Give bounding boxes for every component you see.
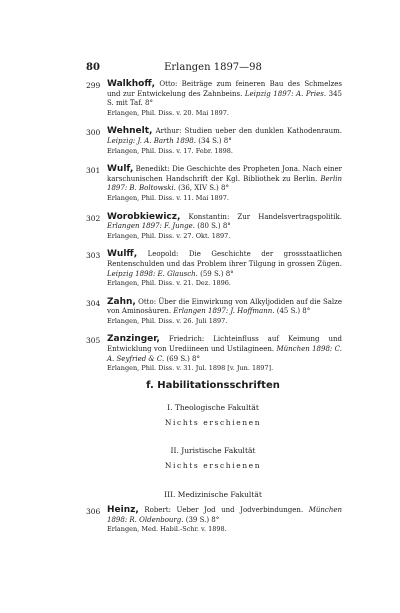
entry-pages: (59 S.) 8° [200,269,234,278]
entry-imprint: Erlangen 1897: F. Junge. [107,222,196,231]
faculty-heading-medicine: III. Medizinische Fakultät [164,490,262,499]
entry-imprint: Berlin 1897: B. Boltowski. [107,174,342,193]
dissertation-note: Erlangen, Phil. Diss. v. 21. Dez. 1896. [107,279,231,288]
author-name: Wehnelt, [107,126,153,137]
entry-imprint: Leipzig 1898: E. Glausch. [107,269,198,278]
entry-pages: (34 S.) 8° [198,136,232,145]
dissertation-note: Erlangen, Phil. Diss. v. 27. Okt. 1897. [107,231,231,240]
nothing-published-note: Nichts erschienen [164,461,262,470]
entry-number: 302 [86,213,101,223]
entry-title: Robert: Ueber Jod und Jodverbindungen. [144,506,304,514]
entry-number: 306 [86,507,101,516]
entry-number: 305 [86,336,101,346]
entry-imprint: Leipzig 1897: A. Pries. [244,89,327,98]
author-name: Zahn, [107,296,136,307]
entry-title: Konstantin: Zur Handelsvertragspolitik. [188,212,342,221]
habilitation-list [86,506,342,544]
entry-title: Otto: Über die Einwirkung von Alkyljodiden auf die Salze von Aminosäuren. [107,297,342,316]
dissertation-note: Erlangen, Phil. Diss. v. 26. Juli 1897. [107,316,228,325]
author-name: Wulf, [107,164,134,175]
entry-pages: (39 S.) 8° [185,515,220,524]
author-name: Heinz, [107,505,139,515]
entry-title: Otto: Beiträge zum feineren Bau des Schmelzes und zur Entwickelung des Zahnbeins. [107,80,342,98]
entry-number: 299 [86,81,101,90]
entry-number: 301 [86,166,101,176]
section-heading: f. Habilitationsschriften [146,380,280,391]
page-header [86,62,340,76]
nothing-published-note: Nichts erschienen [164,418,262,427]
bibliography-entry [86,80,342,118]
dissertation-list [86,80,342,383]
running-title: Erlangen 1897—98 [164,62,262,73]
entry-text [107,298,342,317]
entry-text [107,127,342,146]
faculty-heading-law: II. Juristische Fakultät [170,446,256,455]
author-name: Zanzinger, [107,334,160,345]
entry-title: Benedikt: Die Geschichte des Propheten Jona. Nach einer karschunischen Handschrift der Kgl. Bibliothek zu Berlin. [107,165,342,183]
entry-text [107,213,342,232]
author-name: Wulff, [107,249,138,260]
entry-text [107,250,342,279]
entry-number: 303 [86,251,101,261]
bibliography-entry [86,250,342,288]
faculty-heading-theology: I. Theologische Fakultät [167,403,259,412]
dissertation-note: Erlangen, Phil. Diss. v. 17. Febr. 1898. [107,146,233,155]
page-number: 80 [86,62,100,73]
bibliography-entry [86,298,342,327]
entry-text [107,335,342,364]
author-name: Worobkiewicz, [107,211,181,222]
entry-imprint: München 1898: C. A. Seyfried & C. [107,345,342,363]
entry-title: Leopold: Die Geschichte der grossstaatlichen Rentenschulden und das Problem ihrer Tilgung in grossen Zügen. [107,250,342,268]
bibliography-entry [86,213,342,242]
bibliography-entry [86,165,342,203]
entry-pages: 345 S. mit Taf. 8° [107,89,342,108]
entry-pages: (69 S.) 8° [166,354,200,363]
entry-imprint: Leipzig: J. A. Barth 1898. [107,136,196,145]
entry-pages: (80 S.) 8° [197,222,231,231]
author-name: Walkhoff, [107,79,156,89]
bibliography-entry [86,335,342,373]
bibliography-entry [86,506,342,535]
entry-imprint: Erlangen 1897: J. Hoffmann. [173,307,275,316]
entry-title: Arthur: Studien ueber den dunklen Kathodenraum. [155,127,342,136]
dissertation-note: Erlangen, Med. Habil.-Schr. v. 1898. [107,525,227,534]
dissertation-note: Erlangen, Phil. Diss. v. 20. Mai 1897. [107,108,229,117]
entry-text [107,506,342,525]
entry-title: Friedrich: Lichteinfluss auf Keimung und Entwicklung von Urediineen und Ustilagineen. [107,335,343,354]
entry-imprint: München 1898: R. Oldenbourg. [107,506,342,524]
dissertation-note: Erlangen, Phil. Diss. v. 31. Jul. 1898 [v. Jun. 1897]. [107,364,274,373]
dissertation-note: Erlangen, Phil. Diss. v. 11. Mai 1897. [107,193,229,202]
entry-pages: (36, XIV S.) 8° [178,184,229,193]
entry-pages: (45 S.) 8° [276,307,311,316]
entry-number: 300 [86,128,101,138]
entry-number: 304 [86,298,101,308]
bibliography-entry [86,127,342,156]
entry-text [107,165,342,194]
entry-text [107,80,342,109]
